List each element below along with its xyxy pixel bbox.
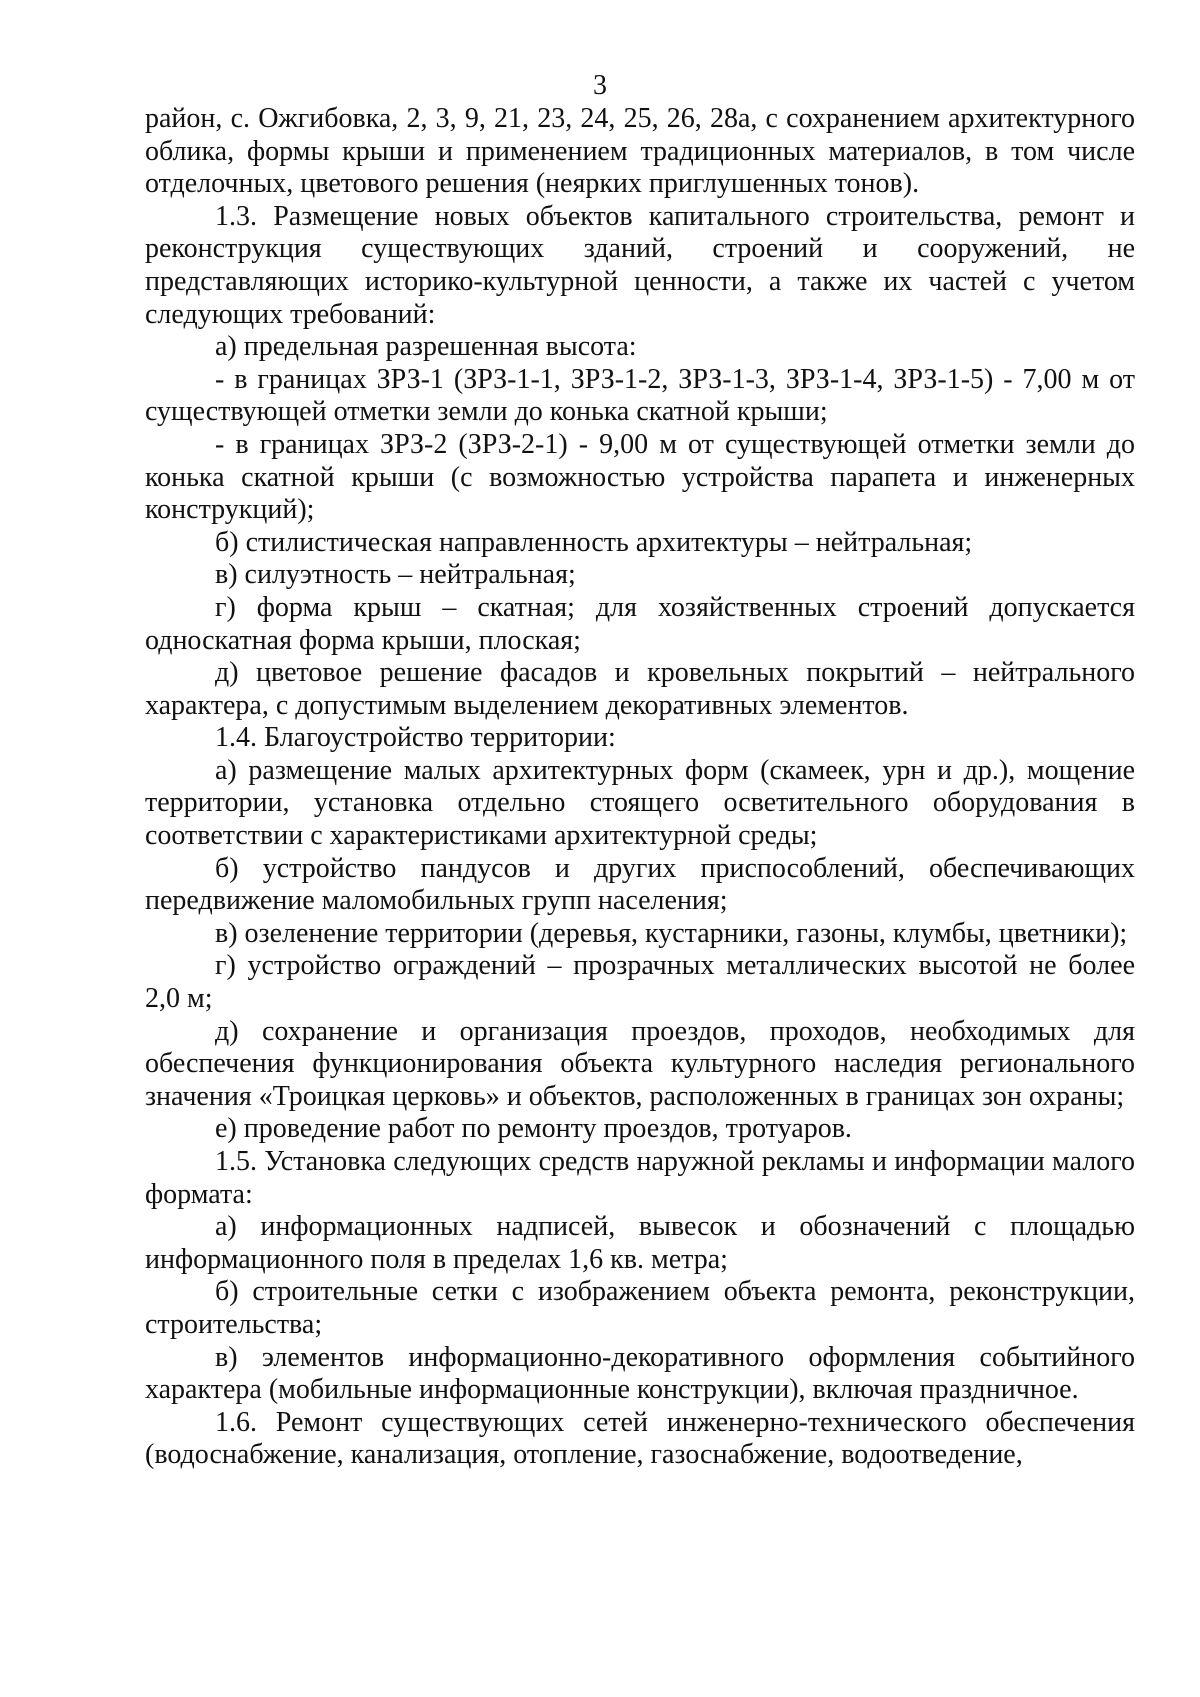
page-number: 3 — [593, 70, 607, 101]
paragraph-continuation: район, с. Ожгибовка, 2, 3, 9, 21, 23, 24, 25, 26, 28а, с сохранением архитектурного облика, формы крыши и применением традиционных материалов, в том числе отделочных, цветового решения (неярких приглушенных тонов). — [145, 103, 1135, 200]
paragraph-1-3-d: д) цветовое решение фасадов и кровельных покрытий – нейтрального характера, с допустимым выделением декоративных элементов. — [145, 657, 1135, 721]
paragraph-1-3-a-zrz2: - в границах ЗРЗ-2 (ЗРЗ-2-1) - 9,00 м от существующей отметки земли до конька скатной крыши (с возможностью устройства парапета и инженерных конструкций); — [145, 428, 1135, 526]
paragraph-1-3-a-zrz1: - в границах ЗРЗ-1 (ЗРЗ-1-1, ЗРЗ-1-2, ЗРЗ-1-3, ЗРЗ-1-4, ЗРЗ-1-5) - 7,00 м от существующей отметки земли до конька скатной крыши; — [145, 363, 1135, 428]
paragraph-1-5-v: в) элементов информационно-декоративного оформления событийного характера (мобильные информационные конструкции), включая праздничное. — [145, 1341, 1135, 1406]
paragraph-1-4: 1.4. Благоустройство территории: — [215, 722, 616, 754]
paragraph-1-4-d: д) сохранение и организация проездов, проходов, необходимых для обеспечения функционирования объекта культурного наследия регионального значения «Троицкая церковь» и объектов, расположенных в границах зон охраны; — [145, 1015, 1135, 1112]
paragraph-1-4-a: а) размещение малых архитектурных форм (скамеек, урн и др.), мощение территории, установка отдельно стоящего осветительного оборудования в соответствии с характеристиками архитектурной среды; — [145, 754, 1135, 852]
paragraph-1-3-a: а) предельная разрешенная высота: — [215, 331, 637, 363]
paragraph-1-4-g: г) устройство ограждений – прозрачных металлических высотой не более 2,0 м; — [145, 950, 1135, 1015]
document-body — [145, 103, 1135, 1472]
paragraph-1-4-e: е) проведение работ по ремонту проездов, тротуаров. — [215, 1113, 852, 1145]
paragraph-1-3-g: г) форма крыш – скатная; для хозяйственных строений допускается односкатная форма крыши, плоская; — [145, 591, 1135, 656]
paragraph-1-3-b: б) стилистическая направленность архитектуры – нейтральная; — [215, 526, 973, 558]
paragraph-1-5-a: а) информационных надписей, вывесок и обозначений с площадью информационного поля в пределах 1,6 кв. метра; — [145, 1211, 1135, 1275]
paragraph-1-3: 1.3. Размещение новых объектов капитального строительства, ремонт и реконструкция существующих зданий, строений и сооружений, не представляющих историко-культурной ценности, а также их частей с учетом следующих требований: — [145, 200, 1135, 330]
paragraph-1-5: 1.5. Установка следующих средств наружной рекламы и информации малого формата: — [145, 1146, 1135, 1210]
paragraph-1-3-v: в) силуэтность – нейтральная; — [215, 559, 576, 591]
paragraph-1-4-v: в) озеленение территории (деревья, кустарники, газоны, клумбы, цветники); — [215, 917, 1128, 949]
paragraph-1-5-b: б) строительные сетки с изображением объекта ремонта, реконструкции, строительства; — [145, 1276, 1135, 1340]
paragraph-1-6: 1.6. Ремонт существующих сетей инженерно-технического обеспечения (водоснабжение, канализация, отопление, газоснабжение, водоотведение, — [145, 1406, 1135, 1471]
paragraph-1-4-b: б) устройство пандусов и других приспособлений, обеспечивающих передвижение маломобильных групп населения; — [145, 852, 1135, 917]
